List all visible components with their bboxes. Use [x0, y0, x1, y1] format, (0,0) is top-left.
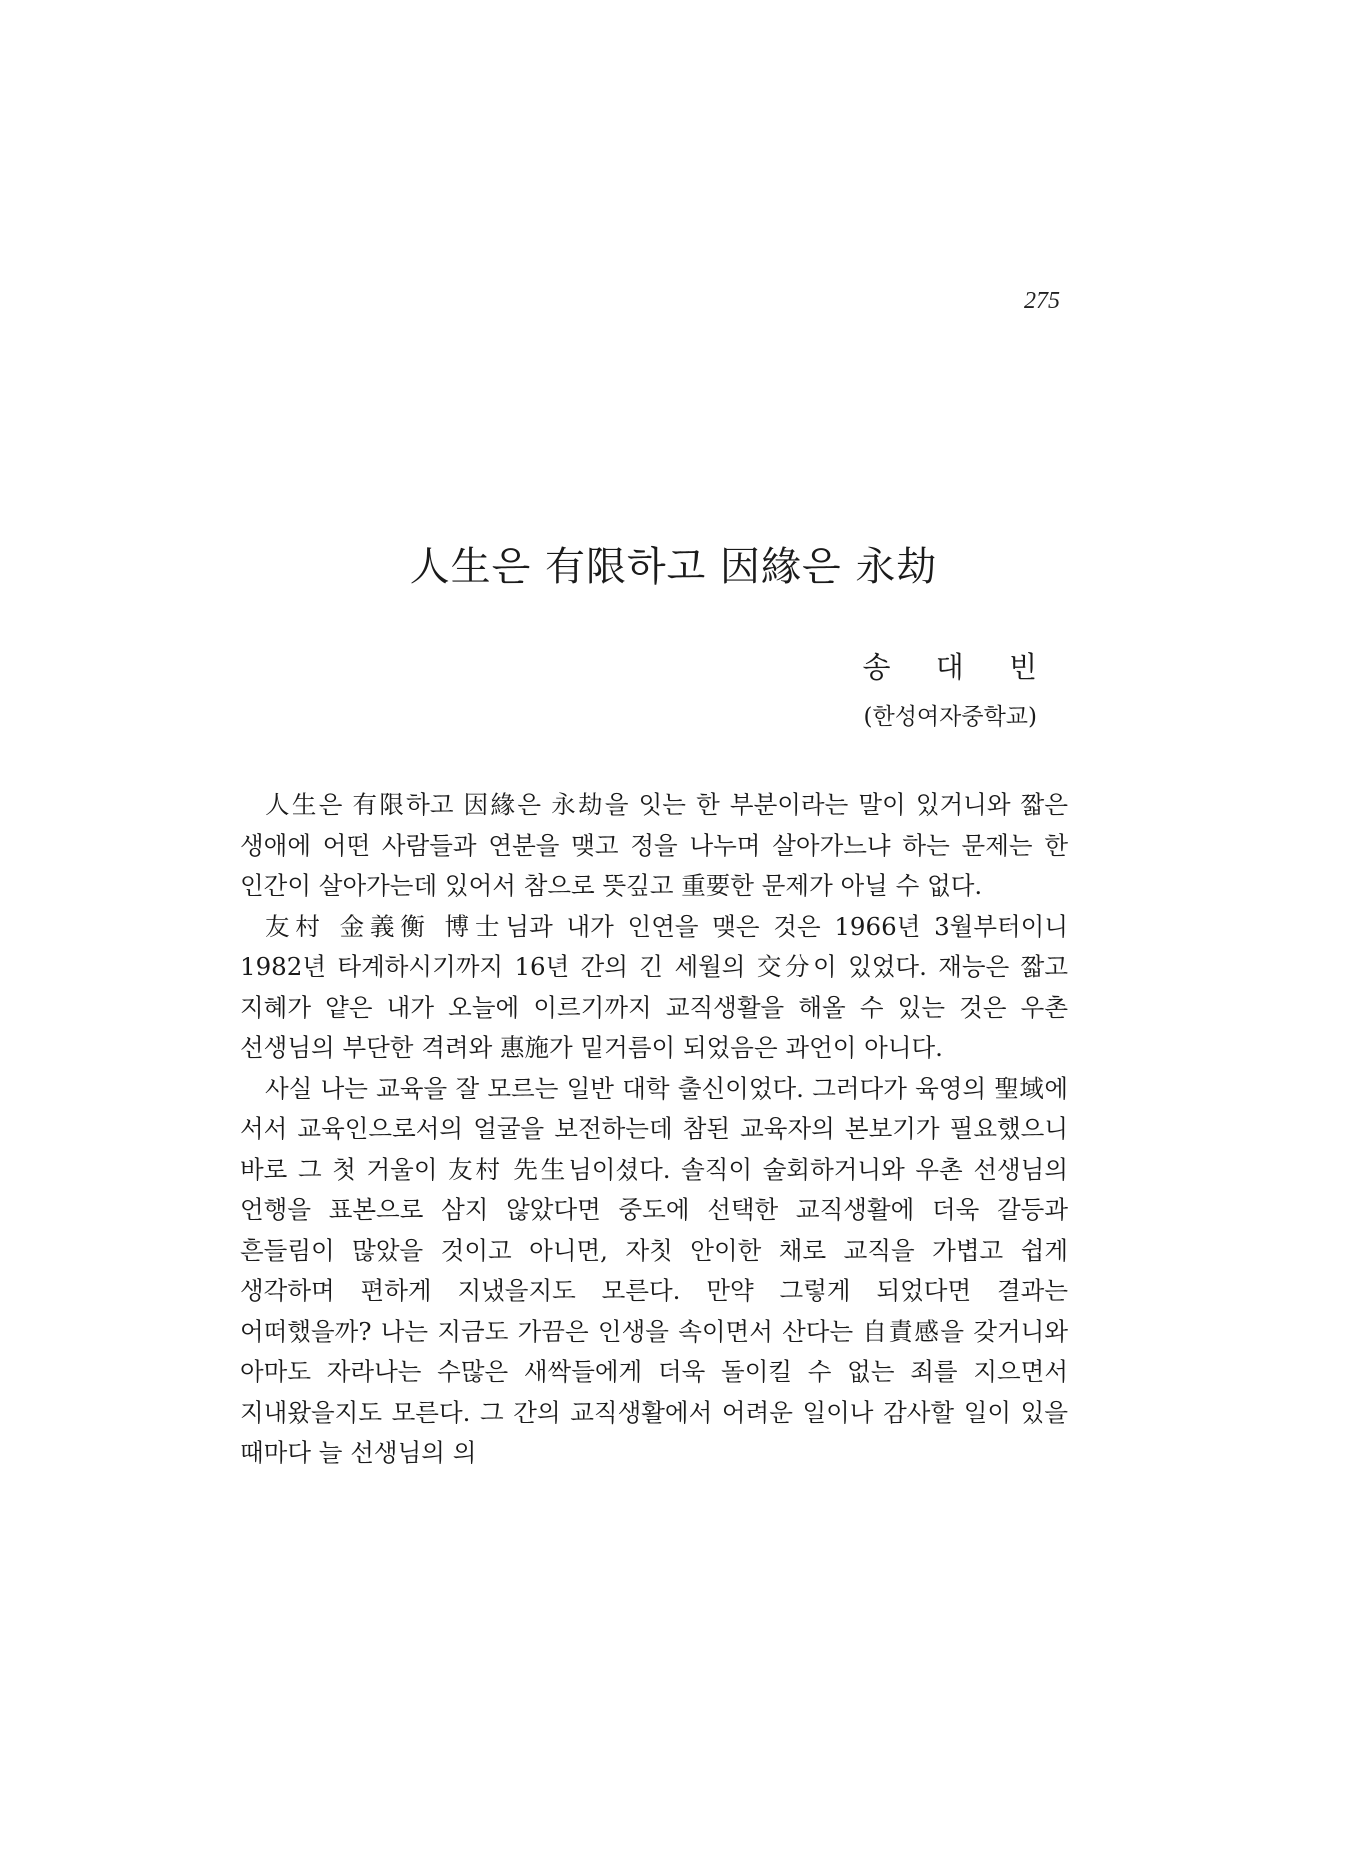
page-number: 275	[1024, 288, 1060, 314]
paragraph: 人生은 有限하고 因緣은 永劫을 잇는 한 부분이라는 말이 있거니와 짧은 생애에 어떤 사람들과 연분을 맺고 정을 나누며 살아가느냐 하는 문제는 한 인간이 살아가는데 있어서 참으로 뜻깊고 重要한 문제가 아닐 수 없다.	[240, 790, 1068, 900]
author-block	[862, 645, 1055, 739]
author-name: 송 대 빈	[862, 650, 1055, 684]
article-body	[240, 785, 1068, 1474]
paragraph: 友村 金義衡 博士님과 내가 인연을 맺은 것은 1966년 3월부터이니 1982년 타계하시기까지 16년 간의 긴 세월의 交分이 있었다. 재능은 짧고 지혜가 얕은 내가 오늘에 이르기까지 교직생활을 해올 수 있는 것은 우촌 선생님의 부단한 격려와 惠施가 밑거름이 되었음은 과언이 아니다.	[240, 911, 1068, 1062]
author-affiliation: (한성여자중학교)	[863, 704, 1037, 730]
paragraph: 사실 나는 교육을 잘 모르는 일반 대학 출신이었다. 그러다가 육영의 聖域에 서서 교육인으로서의 얼굴을 보전하는데 참된 교육자의 본보기가 필요했으니 바로 그 첫 거울이 友村 先生님이셨다. 솔직이 술회하거니와 우촌 선생님의 언행을 표본으로 삼지 않았다면 중도에 선택한 교직생활에 더욱 갈등과 흔들림이 많았을 것이고 아니면, 자칫 안이한 채로 교직을 가볍고 쉽게 생각하며 편하게 지냈을지도 모른다. 만약 그렇게 되었다면 결과는 어떠했을까? 나는 지금도 가끔은 인생을 속이면서 산다는 自責感을 갖거니와 아마도 자라나는 수많은 새싹들에게 더욱 돌이킬 수 없는 죄를 지으면서 지내왔을지도 모른다. 그 간의 교직생활에서 어려운 일이나 감사할 일이 있을 때마다 늘 선생님의 의	[240, 1073, 1068, 1467]
article-title: 人生은 有限하고 因緣은 永劫	[409, 544, 938, 590]
